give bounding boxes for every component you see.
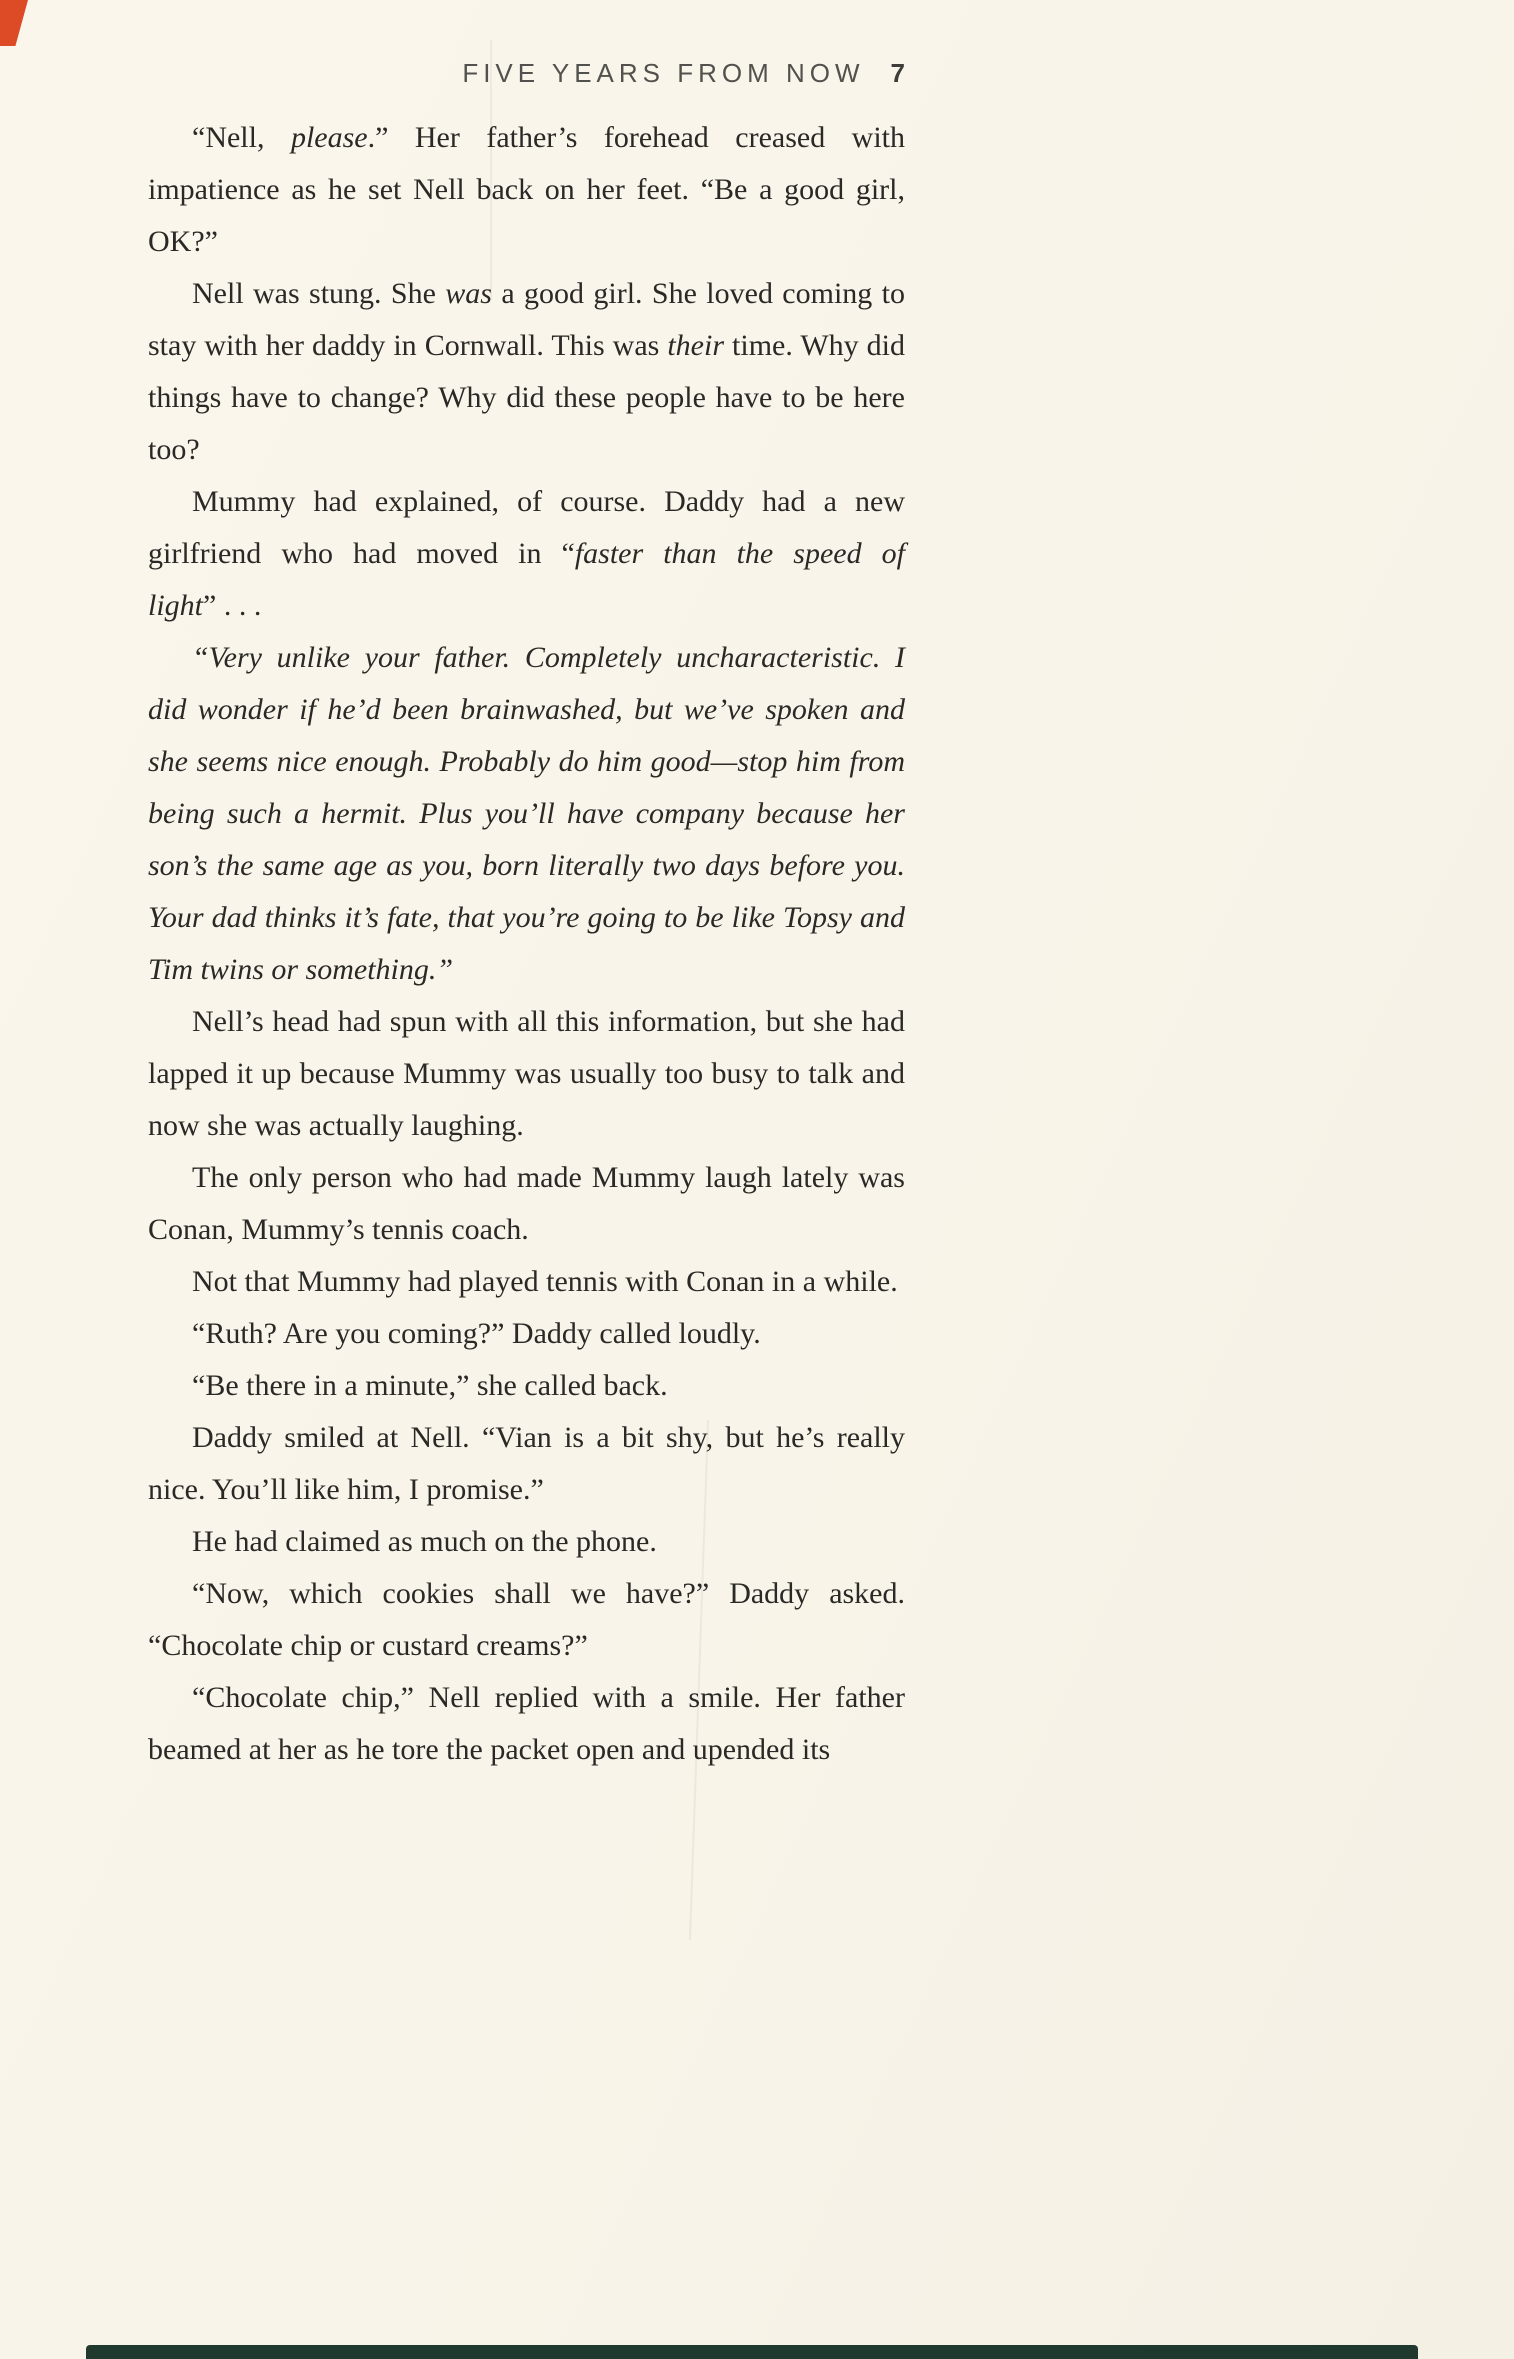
paragraph-text: Nell was stung. She <box>192 277 446 310</box>
page-header <box>148 58 905 89</box>
paragraph <box>148 1516 905 1568</box>
page-corner-artifact <box>0 0 28 46</box>
paragraph-text-italic: their <box>667 329 725 362</box>
paragraph-text: .” Her father’s forehead creased with impatience as he set Nell back on her feet. “Be a good girl, OK?” <box>148 121 906 258</box>
paragraph <box>148 476 905 632</box>
paragraph <box>148 1412 905 1516</box>
paragraph-text: “Ruth? Are you coming?” Daddy called loudly. <box>192 1317 761 1350</box>
running-header-title: FIVE YEARS FROM NOW <box>462 58 865 88</box>
paragraph <box>148 1672 905 1776</box>
body-text <box>148 112 905 1776</box>
paragraph <box>148 1256 905 1308</box>
paragraph-text: He had claimed as much on the phone. <box>192 1525 657 1558</box>
paragraph-text-italic: “Very unlike your father. Completely uncharacteristic. I did wonder if he’d been brainwashed, but we’ve spoken and she seems nice enough. Probably do him good—stop him from being such a hermit. Plus you’ll have company because her son’s the same age as you, born literally two days before you. Your dad thinks it’s fate, that you’re going to be like Topsy and Tim twins or something.” <box>148 641 905 986</box>
paragraph-text: Nell’s head had spun with all this information, but she had lapped it up because Mummy was usually too busy to talk and now she was actually laughing. <box>148 1005 905 1142</box>
paragraph-text: “Chocolate chip,” Nell replied with a smile. Her father beamed at her as he tore the packet open and upended its <box>148 1681 905 1766</box>
paragraph-text: The only person who had made Mummy laugh lately was Conan, Mummy’s tennis coach. <box>148 1161 905 1246</box>
paragraph-text-italic: was <box>445 277 492 310</box>
paragraph <box>148 632 905 996</box>
paragraph <box>148 996 905 1152</box>
paragraph <box>148 112 905 268</box>
page-number: 7 <box>890 58 905 88</box>
paragraph-text: “Be there in a minute,” she called back. <box>192 1369 668 1402</box>
paragraph <box>148 1152 905 1256</box>
paragraph-text: time. Why did things have to change? Why did these people have to be here too? <box>148 329 905 466</box>
paragraph-text: Mummy had explained, of course. Daddy had a new girlfriend who had moved in “ <box>148 485 905 570</box>
paragraph <box>148 1360 905 1412</box>
paragraph-text: “Now, which cookies shall we have?” Daddy asked. “Chocolate chip or custard creams?” <box>148 1577 905 1662</box>
paragraph-text: Not that Mummy had played tennis with Conan in a while. <box>192 1265 898 1298</box>
paragraph-text: ” . . . <box>203 589 262 622</box>
paragraph-text: a good girl. She loved coming to stay with her daddy in Cornwall. This was <box>148 277 905 362</box>
book-edge-stripe <box>86 2345 1418 2359</box>
paragraph-text: “Nell, <box>192 121 291 154</box>
paragraph <box>148 268 905 476</box>
paragraph-text: Daddy smiled at Nell. “Vian is a bit shy, but he’s really nice. You’ll like him, I promise.” <box>148 1421 905 1506</box>
paragraph <box>148 1568 905 1672</box>
paragraph-text-italic: faster than the speed of light <box>148 537 905 622</box>
paragraph <box>148 1308 905 1360</box>
paragraph-text-italic: please <box>290 121 368 154</box>
